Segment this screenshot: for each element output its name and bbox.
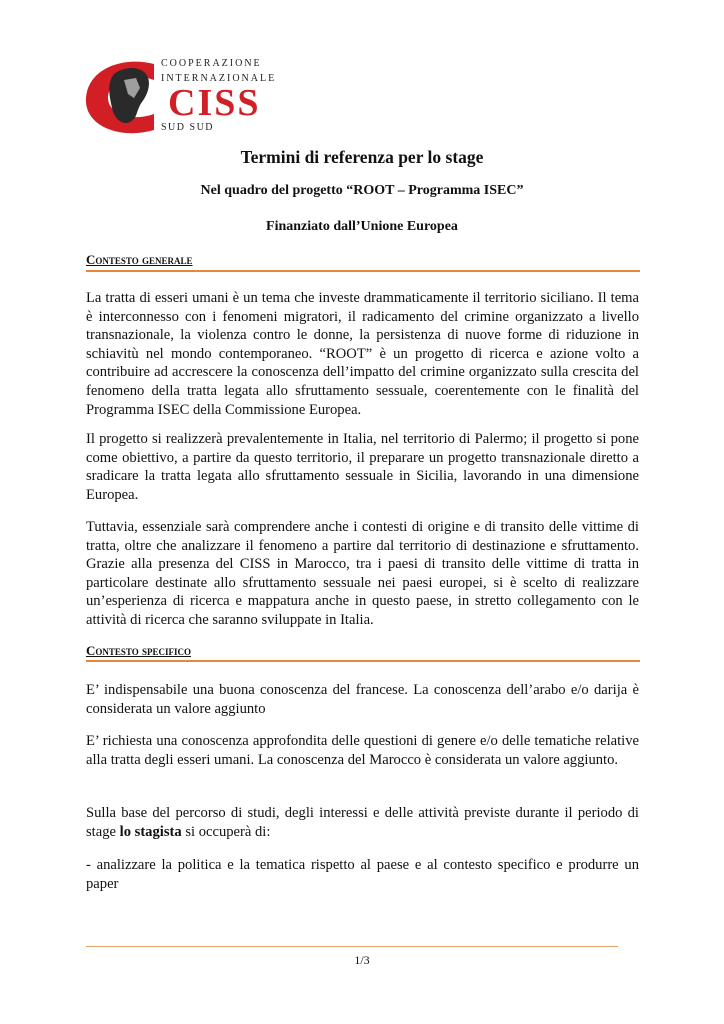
duties-intro-tail: si occuperà di: <box>181 823 271 840</box>
page-number: 1/3 <box>354 953 370 967</box>
section-heading-general: Contesto generale <box>86 252 193 267</box>
paragraph-specific-1: E’ indispensabile una buona conoscenza del francese. La conoscenza dell’arabo e/o darija è considerata un valore aggiunto <box>86 682 639 717</box>
duties-intro-bold: lo stagista <box>119 823 182 840</box>
logo-line-3: SUD SUD <box>161 122 215 133</box>
logo-line-2: INTERNAZIONALE <box>161 73 277 84</box>
duty-item-1: - analizzare la politica e la tematica rispetto al paese e al contesto specifico e produrre un paper <box>86 857 639 892</box>
project-line: Nel quadro del progetto “ROOT – Programma ISEC” <box>200 183 524 198</box>
paragraph-specific-2: E’ richiesta una conoscenza approfondita delle questioni di genere e/o delle tematiche relative alla tratta degli esseri umani. La conoscenza del Marocco è considerata un valore aggiunto. <box>86 733 639 768</box>
section-heading-specific: Contesto specifico <box>86 643 191 658</box>
paragraph-general-1: La tratta di esseri umani è un tema che investe drammaticamente il territorio siciliano. Il tema è interconnesso con i fenomeni migratori, il radicamento del crimine organizzato a livello transnazionale, la violenza contro le donne, la persistenza di nuove forme di riduzione in schiavitù nel mondo contemporaneo. “ROOT” è un progetto di ricerca e azione volto a contribuire ad accrescere la conoscenza dell’impatto del crimine organizzato sulla crescita del fenomeno della tratta legata allo sfruttamento sessuale, coerentemente con le finalità del Programma ISEC della Commissione Europea. <box>86 290 639 418</box>
section-rule-specific <box>86 660 640 662</box>
section-rule-general <box>86 270 640 272</box>
funding-line: Finanziato dall’Unione Europea <box>266 219 458 234</box>
logo-acronym: CISS <box>168 82 261 124</box>
duties-intro-text: Sulla base del percorso di studi, degli interessi e delle attività previste durante il periodo di stage <box>86 805 639 840</box>
footer-rule <box>86 946 618 947</box>
document-title: Termini di referenza per lo stage <box>240 147 484 167</box>
paragraph-duties-intro <box>86 804 639 841</box>
paragraph-general-2: Il progetto si realizzerà prevalentemente in Italia, nel territorio di Palermo; il progetto si pone come obiettivo, a partire da questo territorio, il preparare un progetto transnazionale diretto a sradicare la tratta legata allo sfruttamento sessuale in Sicilia, lavorando in una dimensione Europea. <box>86 431 639 503</box>
paragraph-general-3: Tuttavia, essenziale sarà comprendere anche i contesti di origine e di transito delle vittime di tratta, oltre che analizzare il fenomeno a partire dal territorio di destinazione e sfruttamento. Grazie alla presenza del CISS in Marocco, tra i paesi di transito delle vittime di tratta in particolare destinate allo sfruttamento sessuale nei paesi europei, si è scelto di realizzare un’esperienza di ricerca e mappatura anche in questo paese, in stretto collegamento con le attività di ricerca che saranno sviluppate in Italia. <box>86 519 639 628</box>
logo-line-1: COOPERAZIONE <box>161 58 262 69</box>
